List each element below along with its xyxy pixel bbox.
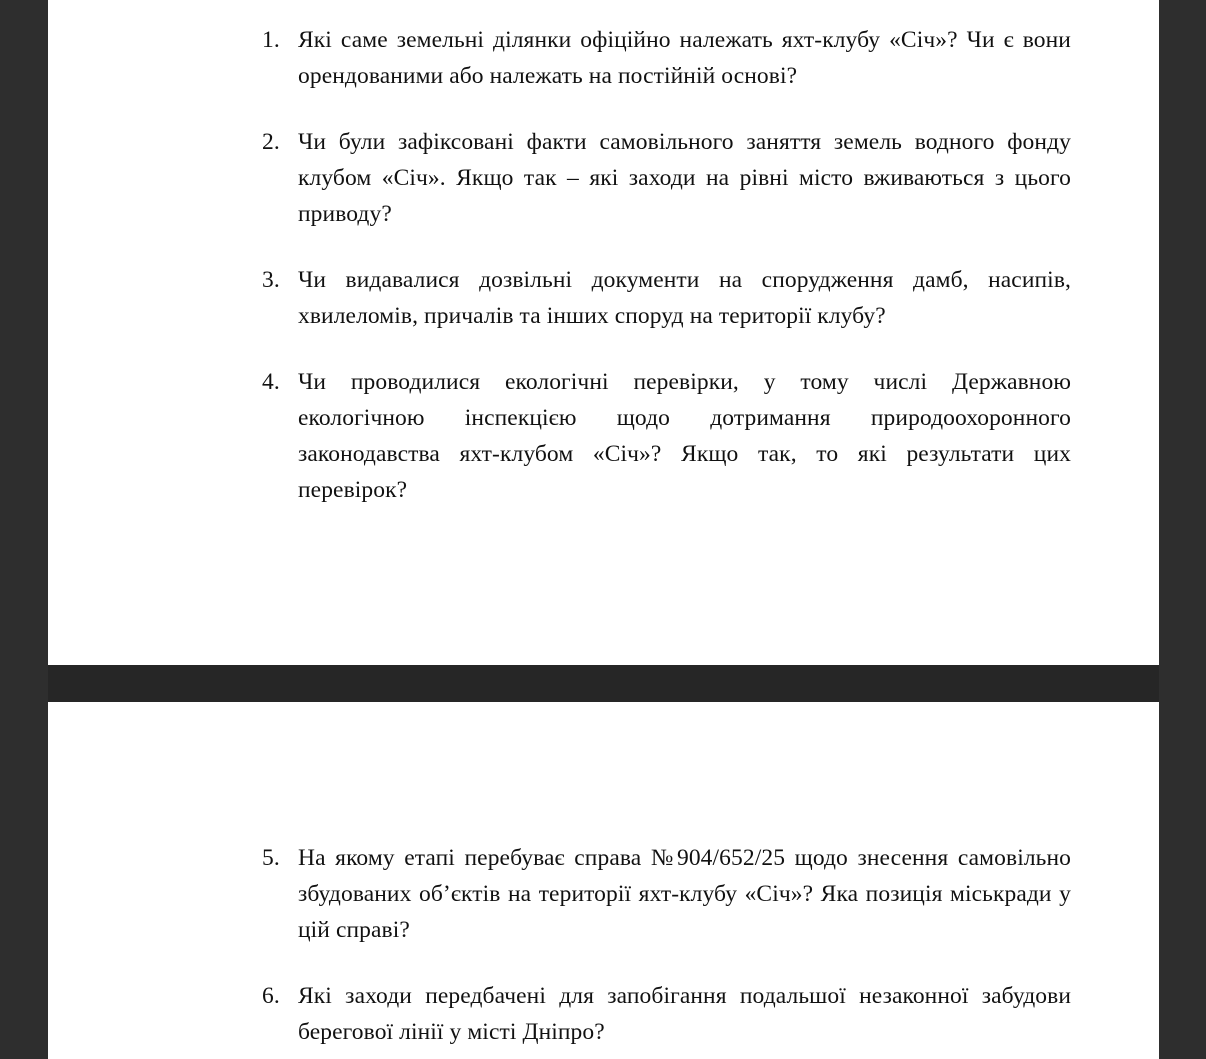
list-item: [48, 364, 1071, 508]
viewer-backdrop-right: [1159, 0, 1206, 1059]
page-2-content: [48, 702, 1071, 1050]
list-item-number: 5.: [262, 845, 280, 871]
list-item-text: Які саме земельні ділянки офіційно належать яхт-клубу «Січ»? Чи є вони орендованими або належать на постійній основі?: [298, 27, 1071, 89]
list-item-text: Які заходи передбачені для запобігання подальшої незаконної забудови берегової лінії у місті Дніпро?: [298, 983, 1071, 1045]
list-item-number: 4.: [262, 369, 280, 395]
list-item-number: 3.: [262, 267, 280, 293]
page-separator-gutter: [48, 665, 1159, 702]
page-1-content: [48, 0, 1071, 508]
list-item-text: Чи видавалися дозвільні документи на спорудження дамб, насипів, хвилеломів, причалів та інших споруд на території клубу?: [298, 267, 1071, 329]
list-item: [48, 978, 1071, 1050]
list-item: [48, 840, 1071, 948]
list-item-text: Чи були зафіксовані факти самовільного заняття земель водного фонду клубом «Січ». Якщо так – які заходи на рівні місто вживаються з цього приводу?: [298, 129, 1071, 227]
list-item-text: На якому етапі перебуває справа №904/652/25 щодо знесення самовільно збудованих об’єктів на території яхт-клубу «Січ»? Яка позиція міськради у цій справі?: [298, 845, 1071, 943]
list-item-number: 1.: [262, 27, 280, 53]
list-item: [48, 22, 1071, 94]
list-item: [48, 262, 1071, 334]
document-page-1: [48, 0, 1159, 665]
document-page-2: [48, 702, 1159, 1059]
list-item-text: Чи проводилися екологічні перевірки, у тому числі Державною екологічною інспекцією щодо дотримання природоохоронного законодавства яхт-клубом «Січ»? Якщо так, то які результати цих перевірок?: [298, 369, 1071, 503]
viewer-backdrop-left: [0, 0, 48, 1059]
question-list-page-2: [48, 840, 1071, 1050]
list-item-number: 2.: [262, 129, 280, 155]
list-item: [48, 124, 1071, 232]
question-list-page-1: [48, 22, 1071, 508]
list-item-number: 6.: [262, 983, 280, 1009]
